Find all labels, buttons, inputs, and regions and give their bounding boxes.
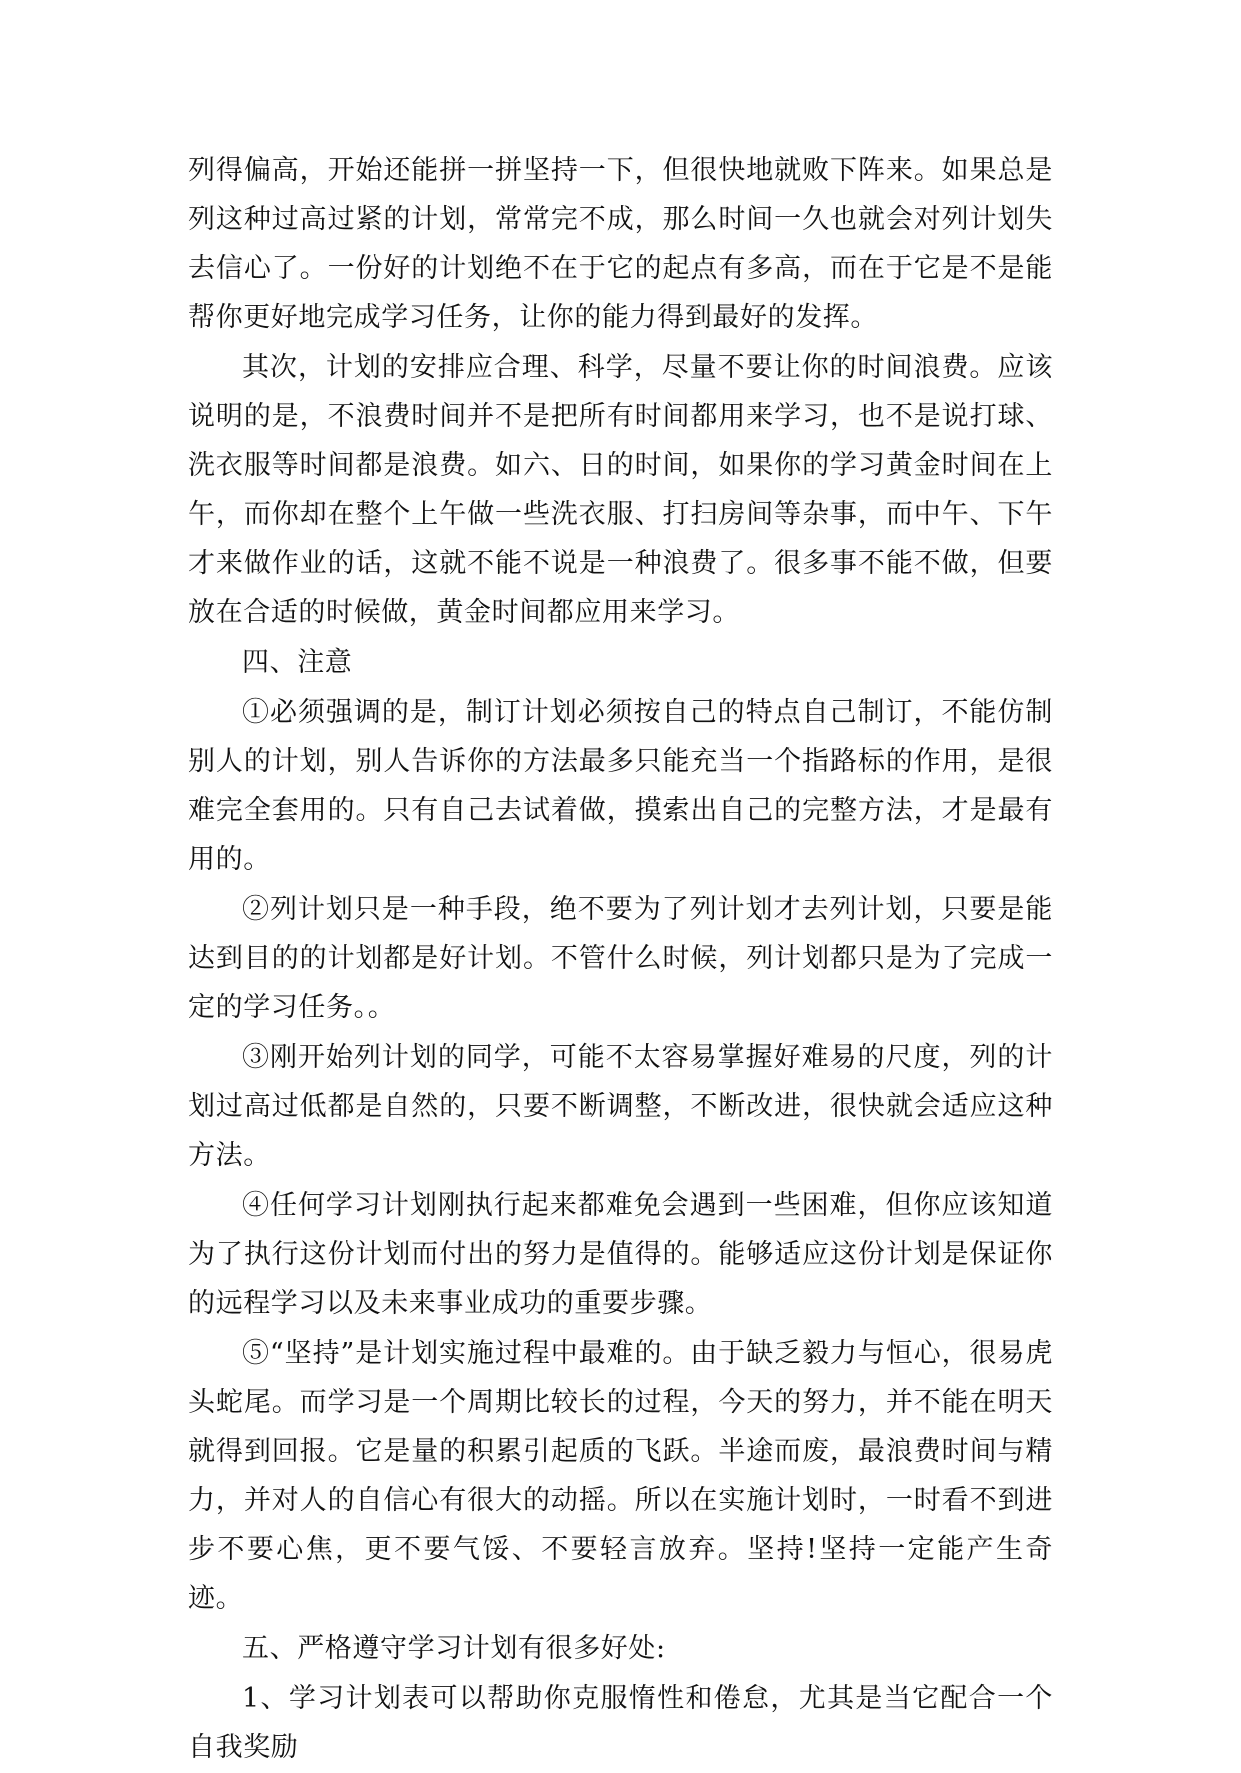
- section-heading-attention: 四、注意: [242, 647, 353, 678]
- note-item-3: ③刚开始列计划的同学，可能不太容易掌握好难易的尺度，列的计划过高过低都是自然的，只要不断调整，不断改进，很快就会适应这种方法。: [188, 1042, 1053, 1171]
- paragraph-secondly: 其次，计划的安排应合理、科学，尽量不要让你的时间浪费。应该说明的是，不浪费时间并不是把所有时间都用来学习，也不是说打球、洗衣服等时间都是浪费。如六、日的时间，如果你的学习黄金时间在上午，而你却在整个上午做一些洗衣服、打扫房间等杂事，而中午、下午才来做作业的话，这就不能不说是一种浪费了。很多事不能不做，但要放在合适的时候做，黄金时间都应用来学习。: [188, 352, 1053, 628]
- document-body: [188, 146, 1053, 1773]
- note-item-5: ⑤“坚持”是计划实施过程中最难的。由于缺乏毅力与恒心，很易虎头蛇尾。而学习是一个周期比较长的过程，今天的努力，并不能在明天就得到回报。它是量的积累引起质的飞跃。半途而废，最浪费时间与精力，并对人的自信心有很大的动摇。所以在实施计划时，一时看不到进步不要心焦，更不要气馁、不要轻言放弃。坚持!坚持一定能产生奇迹。: [188, 1338, 1053, 1614]
- benefit-item-1: 1、学习计划表可以帮助你克服惰性和倦怠，尤其是当它配合一个自我奖励: [188, 1683, 1053, 1763]
- section-heading-benefits: 五、严格遵守学习计划有很多好处:: [242, 1633, 666, 1664]
- paragraph-continuation: 列得偏高，开始还能拼一拼坚持一下，但很快地就败下阵来。如果总是列这种过高过紧的计划，常常完不成，那么时间一久也就会对列计划失去信心了。一份好的计划绝不在于它的起点有多高，而在于它是不是能帮你更好地完成学习任务，让你的能力得到最好的发挥。: [188, 155, 1053, 333]
- note-item-1: ①必须强调的是，制订计划必须按自己的特点自己制订，不能仿制别人的计划，别人告诉你的方法最多只能充当一个指路标的作用，是很难完全套用的。只有自己去试着做，摸索出自己的完整方法，才是最有用的。: [188, 697, 1053, 875]
- note-item-2: ②列计划只是一种手段，绝不要为了列计划才去列计划，只要是能达到目的的计划都是好计划。不管什么时候，列计划都只是为了完成一定的学习任务。。: [188, 894, 1053, 1023]
- note-item-4: ④任何学习计划刚执行起来都难免会遇到一些困难，但你应该知道为了执行这份计划而付出的努力是值得的。能够适应这份计划是保证你的远程学习以及未来事业成功的重要步骤。: [188, 1190, 1053, 1319]
